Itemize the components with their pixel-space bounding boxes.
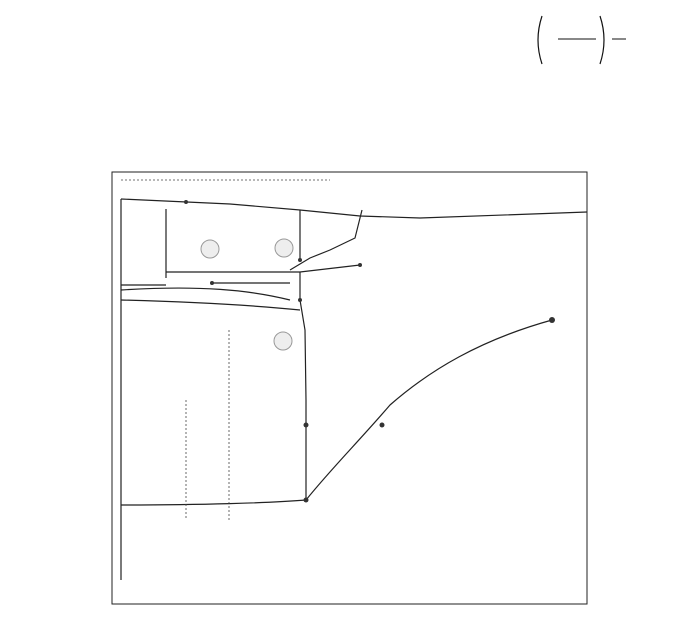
phase-point-markers	[184, 200, 555, 503]
boundary-melting	[300, 300, 306, 500]
marker-355k	[358, 263, 362, 267]
phase-boundaries	[121, 199, 587, 580]
phase-dashed-boundaries	[121, 180, 330, 520]
marker-251k	[298, 298, 302, 302]
boundary-ix	[121, 300, 300, 310]
boundary-vapor	[306, 320, 552, 500]
phase-iii-circle	[274, 332, 292, 350]
phase-v-circle	[275, 239, 293, 257]
marker-218k	[210, 281, 214, 285]
boundary-sublimation	[121, 500, 306, 505]
marker-triple	[304, 498, 309, 503]
marker-critical	[549, 317, 555, 323]
marker-freezing	[304, 423, 309, 428]
boundary-x-vii	[121, 199, 587, 218]
marker-boiling	[380, 423, 385, 428]
boundary-xv-ix	[121, 288, 290, 300]
marker-100k	[184, 200, 188, 204]
boundary-ii-vi	[166, 265, 360, 272]
plot-frame	[112, 172, 587, 604]
phase-ii-circle	[201, 240, 219, 258]
marker-278k	[298, 258, 302, 262]
